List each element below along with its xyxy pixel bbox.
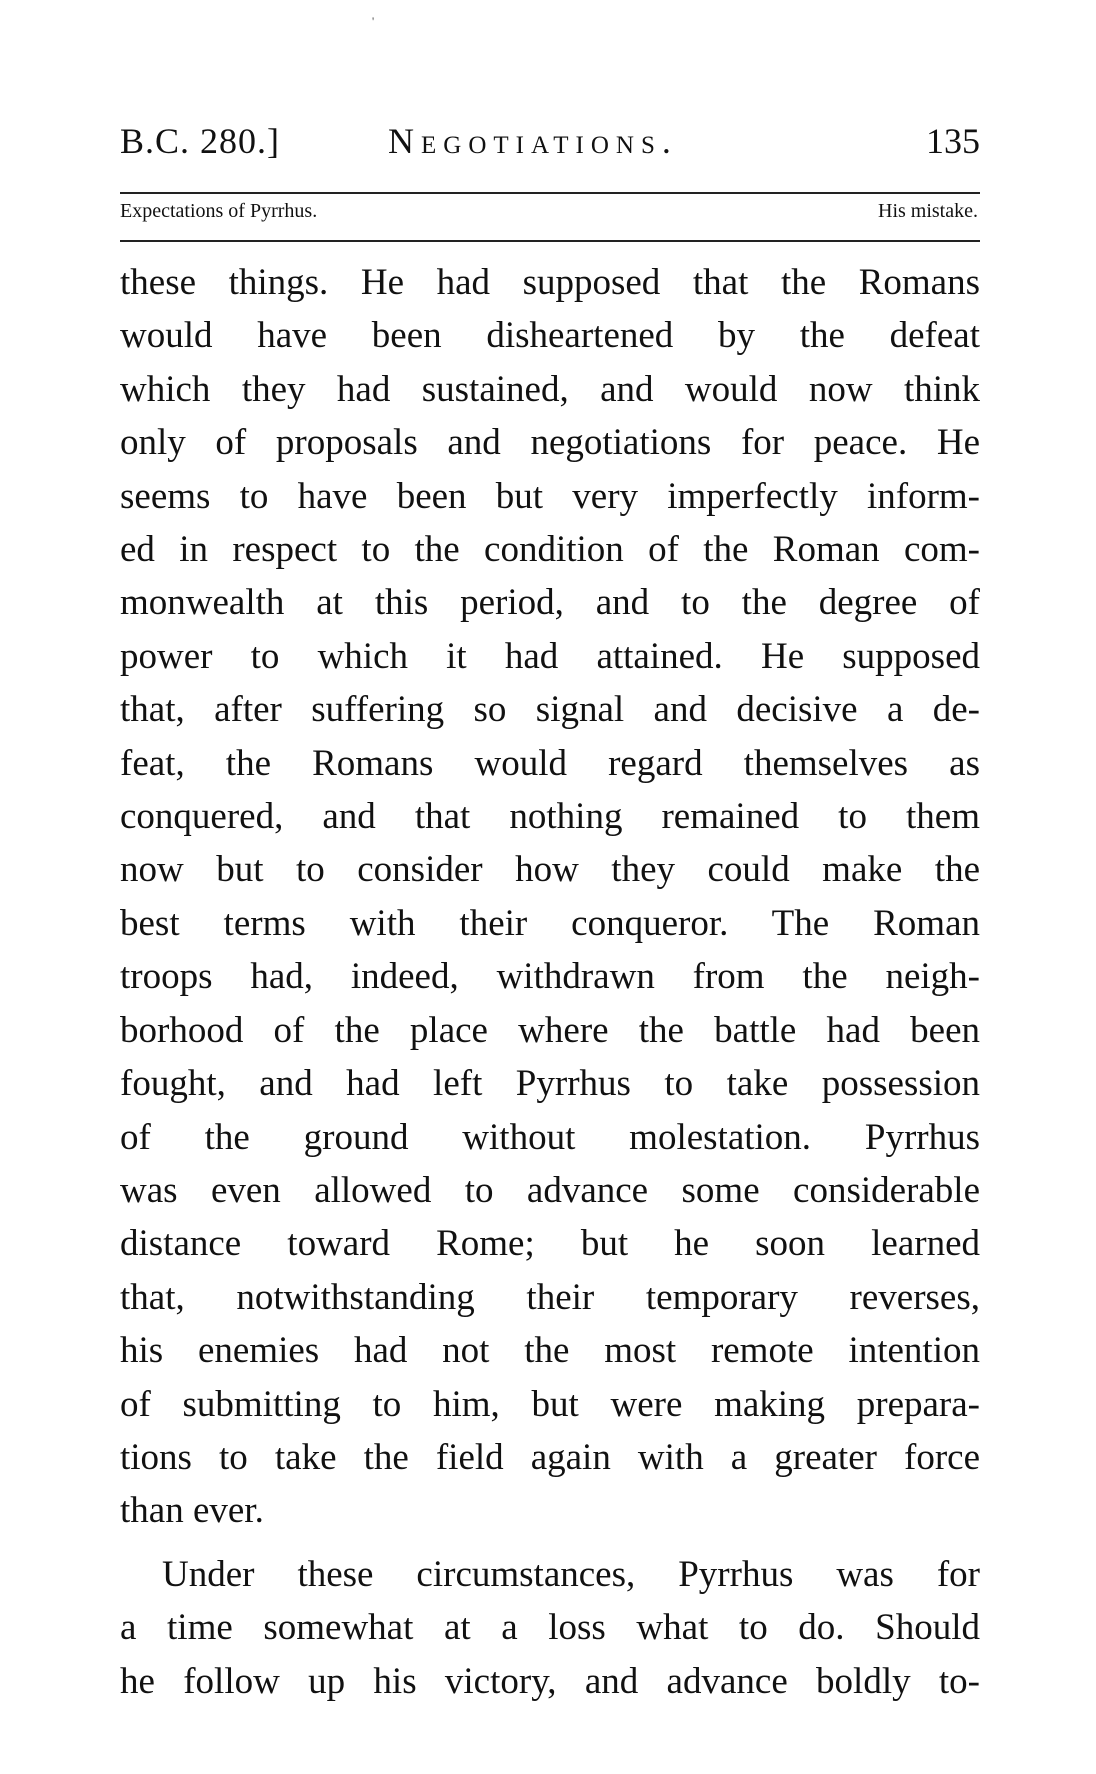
text-line: troops had, indeed, withdrawn from the neigh-	[120, 956, 980, 998]
paragraph-1	[120, 256, 980, 1538]
text-line: only of proposals and negotiations for peace. He	[120, 422, 980, 464]
text-line: now but to consider how they could make the	[120, 849, 980, 891]
side-heading-right: His mistake.	[878, 200, 978, 222]
text-line: distance toward Rome; but he soon learned	[120, 1223, 980, 1265]
header-date: B.C. 280.]	[120, 121, 281, 161]
running-head	[120, 120, 980, 170]
side-headings	[120, 200, 980, 230]
text-line: which they had sustained, and would now think	[120, 368, 980, 410]
text-line: feat, the Romans would regard themselves as	[120, 742, 980, 784]
page-number: 135	[926, 121, 980, 161]
text-line: Under these circumstances, Pyrrhus was for	[162, 1553, 980, 1595]
text-line: these things. He had supposed that the Romans	[120, 262, 980, 303]
text-line: than ever.	[120, 1490, 264, 1532]
text-line: monwealth at this period, and to the degree of	[120, 582, 980, 624]
text-line: best terms with their conqueror. The Roman	[120, 902, 980, 944]
text-line: a time somewhat at a loss what to do. Should	[120, 1607, 980, 1649]
text-line: that, notwithstanding their temporary reverses,	[120, 1276, 980, 1318]
text-line: was even allowed to advance some considerable	[120, 1169, 980, 1211]
stray-mark: '	[372, 14, 375, 28]
text-line: fought, and had left Pyrrhus to take possession	[120, 1063, 980, 1105]
text-line: seems to have been but very imperfectly inform-	[120, 475, 980, 517]
text-line: that, after suffering so signal and decisive a de-	[120, 689, 980, 731]
text-line: ed in respect to the condition of the Roman com-	[120, 529, 980, 571]
header-chapter-title: Negotiations.	[388, 121, 678, 161]
header-rule-top	[120, 192, 980, 194]
text-line: of the ground without molestation. Pyrrhus	[120, 1116, 980, 1158]
text-line: tions to take the field again with a greater force	[120, 1436, 980, 1478]
text-line: conquered, and that nothing remained to them	[120, 796, 980, 838]
text-line: he follow up his victory, and advance boldly to-	[120, 1660, 980, 1702]
text-line: his enemies had not the most remote intention	[120, 1330, 980, 1372]
paragraph-2	[120, 1548, 980, 1708]
side-heading-left: Expectations of Pyrrhus.	[120, 200, 318, 222]
text-line: of submitting to him, but were making prepara-	[120, 1383, 980, 1425]
body-text	[120, 256, 980, 1708]
text-line: would have been disheartened by the defeat	[120, 315, 980, 357]
text-line: borhood of the place where the battle had been	[120, 1009, 980, 1051]
text-line: power to which it had attained. He supposed	[120, 635, 980, 677]
header-rule-bottom	[120, 240, 980, 242]
